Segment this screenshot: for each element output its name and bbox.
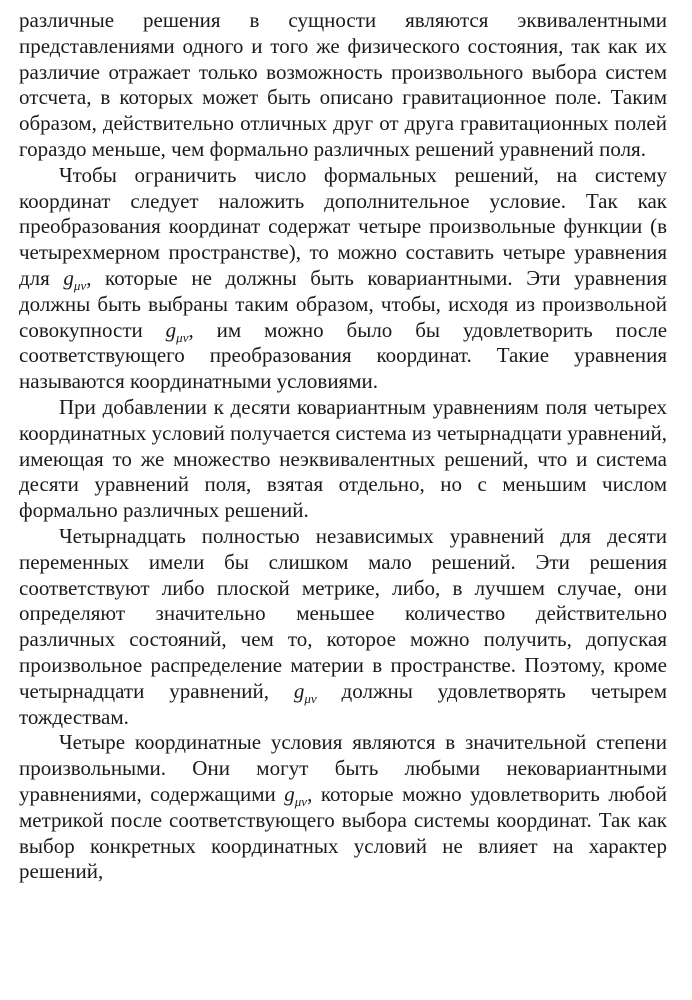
- paragraph: [19, 395, 667, 524]
- text-run: При добавлении к десяти ковариантным уравнениям поля четырех координатных условий получается система из четырнадцати уравнений, имеющая то же множество неэквивалентных решений, что и система десяти уравнений поля, взятая отдельно, но с меньшим числом формально различных решений.: [19, 394, 667, 523]
- text-run: Четыре координатные условия являются в значительной степени произвольными. Они могут быть любыми нековариантными уравнениями, содержащими: [19, 730, 667, 806]
- text-run: , которые не должны быть ковариантными. Эти уравнения должны быть выбраны таким образом, чтобы, исходя из произвольной совокупности: [19, 265, 668, 342]
- math-symbol: [293, 678, 317, 706]
- math-base: g: [293, 678, 305, 703]
- math-subscript: μν: [294, 794, 308, 810]
- math-symbol: [284, 781, 308, 810]
- paragraph: [19, 730, 667, 885]
- math-subscript: μν: [304, 690, 317, 706]
- text-run: должны удовлетворять четырем тождествам.: [19, 678, 668, 729]
- math-symbol: [165, 317, 189, 345]
- math-base: g: [63, 265, 74, 290]
- paragraph: [19, 524, 667, 730]
- math-symbol: [63, 265, 87, 294]
- document-page: [19, 8, 667, 885]
- text-run: различные решения в сущности являются эквивалентными представлениями одного и того же физического состояния, так как их различие отражает только возможность произвольного выбора систем отсчета, в которых может быть описано гравитационное поле. Таким образом, действительно отличных друг от друга гравитационных полей гораздо меньше, чем формально различных решений уравнений поля.: [19, 8, 667, 161]
- text-run: Чтобы ограничить число формальных решений, на систему координат следует наложить дополнительное условие. Так как преобразования координат содержат четыре произвольные функции (в четырехмерном пространстве), то можно составить четыре уравнения для: [19, 162, 667, 290]
- math-base: g: [165, 317, 177, 342]
- text-run: Четырнадцать полностью независимых уравнений для десяти переменных имели бы слишком мало решений. Эти решения соответствуют либо плоской метрике, либо, в лучшем случае, они определяют значительно меньшее количество действительно различных состояний, чем то, которое можно получить, допуская произвольное распределение материи в пространстве. Поэтому, кроме четырнадцати уравнений,: [19, 523, 667, 703]
- math-base: g: [284, 781, 295, 806]
- math-subscript: μν: [176, 329, 189, 345]
- math-subscript: μν: [73, 278, 87, 294]
- paragraph: [19, 163, 667, 395]
- paragraph: [19, 8, 667, 163]
- text-run: , им можно было бы удовлетворить после соответствующего преобразования координат. Такие уравнения называются координатными условиями.: [19, 317, 668, 394]
- text-run: , которые можно удовлетворить любой метрикой после соответствующего выбора системы координат. Так как выбор конкретных координатных условий не влияет на характер решений,: [19, 781, 667, 884]
